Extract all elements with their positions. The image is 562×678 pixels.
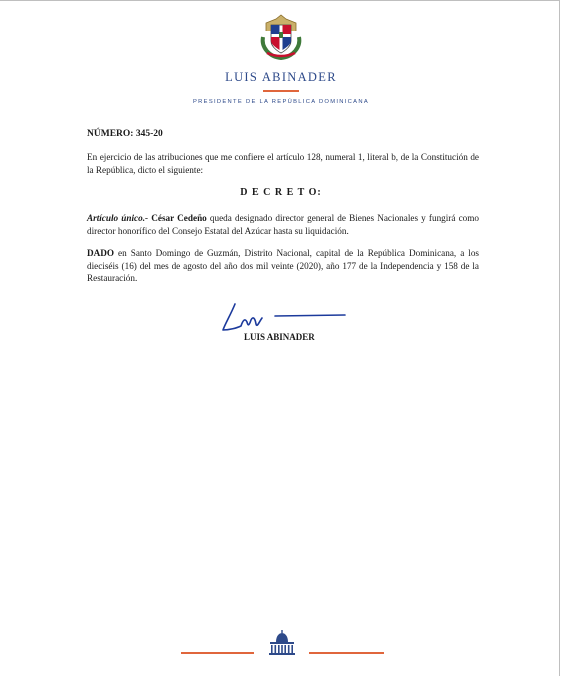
national-palace-icon <box>266 630 298 656</box>
footer-divider-right <box>309 652 384 654</box>
article-text: queda designado director general de Bienes Nacionales y fungirá como director honorífico del Consejo Estatal del Azúcar hasta su liquidación. <box>87 213 479 236</box>
national-coat-of-arms-icon <box>257 11 305 61</box>
article-name: César Cedeño <box>151 213 207 223</box>
dado-label: DADO <box>87 248 115 258</box>
article-label: Artículo único.- <box>87 213 149 223</box>
decree-heading: D E C R E T O: <box>240 187 322 198</box>
header-subtitle: PRESIDENTE DE LA REPÚBLICA DOMINICANA <box>193 99 369 105</box>
decree-number: NÚMERO: 345-20 <box>87 129 163 139</box>
header-divider <box>263 90 299 92</box>
dado-paragraph <box>87 247 479 285</box>
handwritten-signature <box>215 300 355 336</box>
dado-text: en Santo Domingo de Guzmán, Distrito Nacional, capital de la República Dominicana, a los dieciséis (16) del mes de agosto del año dos mil veinte (2020), año 177 de la Independencia y 158 de la Restauración. <box>87 248 479 283</box>
footer-divider-left <box>181 652 254 654</box>
intro-paragraph: En ejercicio de las atribuciones que me confiere el artículo 128, numeral 1, literal b, de la Constitución de la República, dicto el siguiente: <box>87 152 479 175</box>
signature-name: LUIS ABINADER <box>244 332 315 342</box>
header-name: LUIS ABINADER <box>225 70 337 84</box>
article-paragraph <box>87 212 479 237</box>
